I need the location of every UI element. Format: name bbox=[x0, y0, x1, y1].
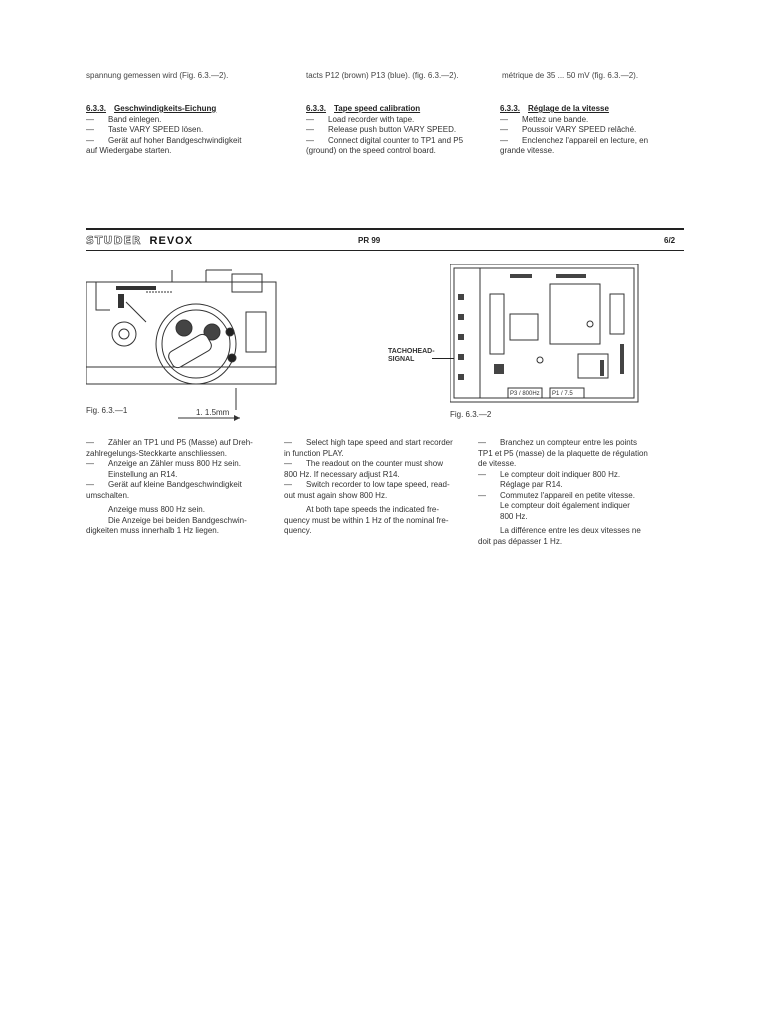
body-fr-line: — Le compteur doit indiquer 800 Hz. bbox=[478, 469, 621, 479]
figure-speed-control-board bbox=[450, 264, 640, 404]
body-en-line: quency must be within 1 Hz of the nominal fre- bbox=[284, 515, 449, 525]
figure-2-caption: Fig. 6.3.—2 bbox=[450, 410, 492, 419]
body-de bbox=[86, 438, 286, 537]
brand-studer: STUDER bbox=[86, 234, 142, 247]
body-de-line: umschalten. bbox=[86, 490, 130, 500]
section-fr-heading bbox=[500, 104, 682, 115]
body-de-line: Die Anzeige bei beiden Bandgeschwin- bbox=[108, 515, 247, 525]
section-de-item: — Gerät auf hoher Bandgeschwindigkeit bbox=[86, 135, 242, 145]
body-fr bbox=[478, 438, 684, 547]
section-fr-number: 6.3.3. bbox=[500, 104, 521, 113]
figure-motor-tachometer bbox=[86, 262, 286, 410]
tachohead-pointer-line bbox=[432, 358, 454, 359]
body-en-line: — Select high tape speed and start recorder bbox=[284, 438, 453, 447]
body-de-line: Anzeige muss 800 Hz sein. bbox=[108, 505, 205, 514]
fragment-de: spannung gemessen wird (Fig. 6.3.—2). bbox=[86, 71, 229, 80]
figure-1-dimension: 1. 1.5mm bbox=[196, 408, 230, 417]
section-en-item: — Release push button VARY SPEED. bbox=[306, 125, 457, 134]
body-fr-line: de vitesse. bbox=[478, 459, 517, 468]
section-de-number: 6.3.3. bbox=[86, 104, 107, 113]
body-de-line: Einstellung an R14. bbox=[108, 469, 178, 479]
section-fr-continuation: grande vitesse. bbox=[500, 146, 555, 155]
section-fr-item: — Poussoir VARY SPEED relâché. bbox=[500, 125, 637, 134]
body-en-line: out must again show 800 Hz. bbox=[284, 490, 388, 500]
brand-revox: REVOX bbox=[149, 235, 194, 247]
body-en-line: in function PLAY. bbox=[284, 448, 344, 458]
body-en-line: quency. bbox=[284, 526, 312, 535]
model-number: PR 99 bbox=[358, 236, 381, 245]
section-de-continuation: auf Wiedergabe starten. bbox=[86, 146, 172, 155]
section-en-item: — Connect digital counter to TP1 and P5 bbox=[306, 135, 464, 145]
section-en bbox=[306, 104, 486, 157]
section-de-item: — Band einlegen. bbox=[86, 114, 162, 124]
body-en bbox=[284, 438, 466, 537]
brand-logo bbox=[86, 234, 193, 247]
section-de-title: Geschwindigkeits-Eichung bbox=[114, 104, 217, 113]
figure-1-caption: Fig. 6.3.—1 bbox=[86, 406, 128, 415]
body-de-line: — Gerät auf kleine Bandgeschwindigkeit bbox=[86, 480, 242, 489]
board-label-p1: P1 / 7.5 bbox=[552, 391, 573, 397]
body-fr-line: Le compteur doit également indiquer bbox=[500, 501, 630, 510]
section-fr bbox=[500, 104, 682, 157]
body-de-line: — Anzeige an Zähler muss 800 Hz sein. bbox=[86, 459, 241, 468]
section-fr-item: — Enclenchez l'appareil en lecture, en bbox=[500, 135, 649, 145]
body-en-line: — The readout on the counter must show bbox=[284, 459, 443, 468]
dimension-line-icon bbox=[178, 414, 242, 422]
section-en-heading bbox=[306, 104, 486, 115]
body-fr-line: — Branchez un compteur entre les points bbox=[478, 438, 637, 447]
section-fr-title: Réglage de la vitesse bbox=[528, 104, 609, 113]
body-en-line: At both tape speeds the indicated fre- bbox=[306, 505, 439, 514]
body-fr-line: Réglage par R14. bbox=[500, 480, 563, 489]
section-fr-item: — Mettez une bande. bbox=[500, 114, 589, 124]
header-bottom-rule bbox=[86, 250, 684, 251]
section-de-item: — Taste VARY SPEED lösen. bbox=[86, 125, 204, 134]
tachohead-signal-label: TACHOHEAD- SIGNAL bbox=[388, 348, 435, 363]
section-de bbox=[86, 104, 286, 157]
body-en-line: — Switch recorder to low tape speed, read- bbox=[284, 480, 450, 489]
section-de-heading bbox=[86, 104, 286, 115]
body-fr-line: 800 Hz. bbox=[500, 511, 528, 521]
header-rule bbox=[86, 228, 684, 230]
body-de-line: zahlregelungs-Steckkarte anschliessen. bbox=[86, 448, 227, 458]
section-en-item: — Load recorder with tape. bbox=[306, 114, 415, 124]
section-en-number: 6.3.3. bbox=[306, 104, 327, 113]
body-fr-line: doit pas dépasser 1 Hz. bbox=[478, 536, 563, 546]
section-en-continuation: (ground) on the speed control board. bbox=[306, 146, 436, 155]
body-de-line: — Zähler an TP1 und P5 (Masse) auf Dreh- bbox=[86, 438, 253, 447]
body-de-line: digkeiten muss innerhalb 1 Hz liegen. bbox=[86, 526, 219, 535]
body-fr-line: La différence entre les deux vitesses ne bbox=[500, 526, 641, 535]
body-fr-line: TP1 et P5 (masse) de la plaquette de régulation bbox=[478, 448, 648, 458]
page-number: 6/2 bbox=[664, 236, 676, 245]
board-label-p3: P3 / 800Hz bbox=[510, 391, 540, 397]
body-fr-line: — Commutez l'appareil en petite vitesse. bbox=[478, 490, 635, 500]
section-en-title: Tape speed calibration bbox=[334, 104, 421, 113]
fragment-fr: métrique de 35 ... 50 mV (fig. 6.3.—2). bbox=[502, 71, 639, 80]
body-en-line: 800 Hz. If necessary adjust R14. bbox=[284, 469, 400, 479]
fragment-en: tacts P12 (brown) P13 (blue). (fig. 6.3.—2). bbox=[306, 71, 459, 80]
